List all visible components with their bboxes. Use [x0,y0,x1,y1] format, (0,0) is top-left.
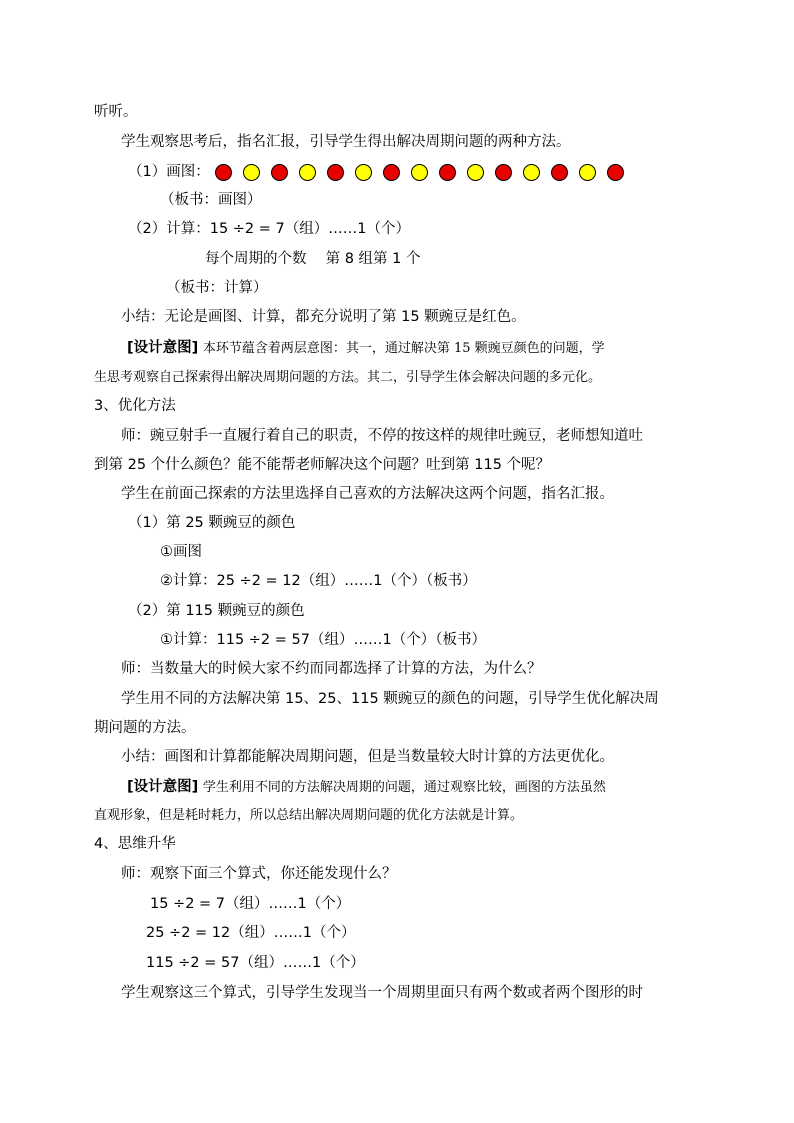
text-line: 生思考观察自己探索得出解决周期问题的方法。其二，引导学生体会解决问题的多元化。 [94,370,602,385]
section-heading: 4、思维升华 [94,836,176,852]
text-line: 师：观察下面三个算式，你还能发现什么？ [121,866,397,882]
red-pea-dot [607,164,624,181]
text-line: 本环节蕴含着两层意图：其一，通过解决第 15 颗豌豆颜色的问题，学 [202,341,605,356]
text-line: 小结：无论是画图、计算，都充分说明了第 15 颗豌豆是红色。 [121,309,526,325]
text-line: 直观形象，但是耗时耗力，所以总结出解决周期问题的优化方法就是计算。 [94,808,524,823]
red-pea-dot [439,164,456,181]
text-line: 学生用不同的方法解决第 15、25、115 颗豌豆的颜色的问题，引导学生优化解决周 [121,691,659,707]
text-line: 学生在前面己探索的方法里选择自己喜欢的方法解决这两个问题，指名汇报。 [121,486,614,502]
text-line: 师：当数量大的时候大家不约而同都选择了计算的方法，为什么？ [121,661,542,677]
red-pea-dot [383,164,400,181]
equation-line: 115 ÷2 = 57（组）……1（个） [146,955,365,971]
red-pea-dot [215,164,232,181]
yellow-pea-dot [467,164,484,181]
text-line: ①画图 [160,544,202,560]
yellow-pea-dot [579,164,596,181]
text-line: （1）第 25 颗豌豆的颜色 [128,515,296,531]
text-line: 师：豌豆射手一直履行着自己的职责，不停的按这样的规律吐豌豆，老师想知道吐 [121,428,643,444]
text-line: 到第 25 个什么颜色？能不能帮老师解决这个问题？吐到第 115 个呢？ [94,457,551,473]
design-intent-tag: [设计意图] [127,340,199,356]
design-intent-tag: [设计意图] [127,779,199,795]
text-line: （板书：画图） [160,192,262,208]
red-pea-dot [327,164,344,181]
text-line: （2）计算：15 ÷2 = 7（组）……1（个） [128,221,410,237]
text-line: 期问题的方法。 [94,720,196,736]
text-line: 学生观察这三个算式，引导学生发现当一个周期里面只有两个数或者两个图形的时 [121,985,643,1001]
red-pea-dot [551,164,568,181]
yellow-pea-dot [523,164,540,181]
text-line: 每个周期的个数 第 8 组第 1 个 [205,251,421,267]
design-intent-paragraph [127,777,606,798]
red-pea-dot [271,164,288,181]
text-line: （1）画图： [128,164,210,180]
text-line: 学生利用不同的方法解决周期的问题，通过观察比较，画图的方法虽然 [202,780,606,795]
text-line: 小结：画图和计算都能解决周期问题，但是当数量较大时计算的方法更优化。 [121,749,614,765]
section-heading: 3、优化方法 [94,398,176,414]
yellow-pea-dot [299,164,316,181]
text-line: （2）第 115 颗豌豆的颜色 [128,603,305,619]
text-line: 学生观察思考后，指名汇报，引导学生得出解决周期问题的两种方法。 [121,134,571,150]
text-line: ①计算：115 ÷2 = 57（组）……1（个）（板书） [160,632,486,648]
text-line: 听听。 [94,104,138,120]
red-pea-dot [495,164,512,181]
yellow-pea-dot [411,164,428,181]
text-line: （板书：计算） [166,280,268,296]
yellow-pea-dot [355,164,372,181]
equation-line: 25 ÷2 = 12（组）……1（个） [146,925,356,941]
text-line: ②计算：25 ÷2 = 12（组）……1（个）（板书） [160,573,477,589]
equation-line: 15 ÷2 = 7（组）……1（个） [150,896,351,912]
yellow-pea-dot [243,164,260,181]
design-intent-paragraph [127,338,605,359]
